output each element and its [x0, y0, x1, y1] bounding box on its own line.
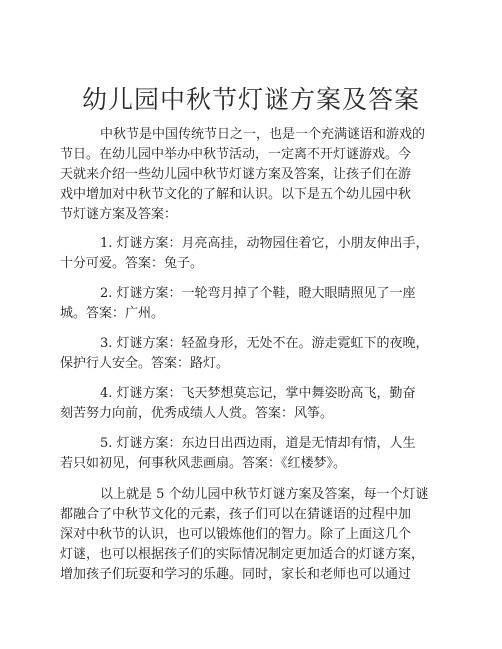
text-line: 灯谜，也可以根据孩子们的实际情况制定更加适合的灯谜方案，	[60, 547, 425, 562]
text-line: 刻苦努力向前，优秀成绩人人赏。答案：风筝。	[60, 406, 334, 421]
text-line: 戏中增加对中秋节文化的了解和认识。以下是五个幼儿园中秋	[60, 187, 412, 202]
text-line: 5. 灯谜方案：东边日出西边雨，道是无情却有情，人生	[100, 436, 416, 451]
conclusion-paragraph	[60, 485, 442, 585]
text-line: 都融合了中秋节文化的元素，孩子们可以在猜谜语的过程中加	[60, 507, 412, 522]
text-line: 若只如初见，何事秋风悲画扇。答案：《红楼梦》。	[60, 456, 347, 471]
riddle-item-4	[60, 384, 442, 424]
text-line: 十分可爱。答案：兔子。	[60, 256, 204, 271]
text-line: 以上就是 5 个幼儿园中秋节灯谜方案及答案，每一个灯谜	[100, 487, 429, 502]
text-line: 1. 灯谜方案：月亮高挂，动物园住着它，小朋友伸出手，	[100, 236, 429, 251]
riddle-item-2	[60, 284, 442, 324]
text-line: 节灯谜方案及答案：	[60, 207, 178, 222]
riddle-item-5	[60, 434, 442, 474]
intro-paragraph	[60, 125, 442, 225]
text-line: 中秋节是中国传统节日之一，也是一个充满谜语和游戏的	[100, 127, 426, 142]
text-line: 3. 灯谜方案：轻盈身形，无处不在。游走霓虹下的夜晚，	[100, 336, 429, 351]
text-line: 深对中秋节的认识，也可以锻炼他们的智力。除了上面这几个	[60, 527, 412, 542]
text-line: 天就来介绍一些幼儿园中秋节灯谜方案及答案，让孩子们在游	[60, 167, 412, 182]
text-line: 增加孩子们玩耍和学习的乐趣。同时，家长和老师也可以通过	[60, 567, 412, 582]
document-title: 幼儿园中秋节灯谜方案及答案	[81, 85, 420, 114]
text-line: 4. 灯谜方案：飞天梦想莫忘记，掌中舞姿盼高飞，勤奋	[100, 386, 416, 401]
text-line: 节日。在幼儿园中举办中秋节活动，一定离不开灯谜游戏。今	[60, 147, 412, 162]
text-line: 保护行人安全。答案：路灯。	[60, 356, 230, 371]
riddle-item-3	[60, 334, 442, 374]
riddle-item-1	[60, 234, 442, 274]
text-line: 2. 灯谜方案：一轮弯月掉了个鞋，瞪大眼睛照见了一座	[100, 286, 416, 301]
text-line: 城。答案：广州。	[60, 306, 165, 321]
